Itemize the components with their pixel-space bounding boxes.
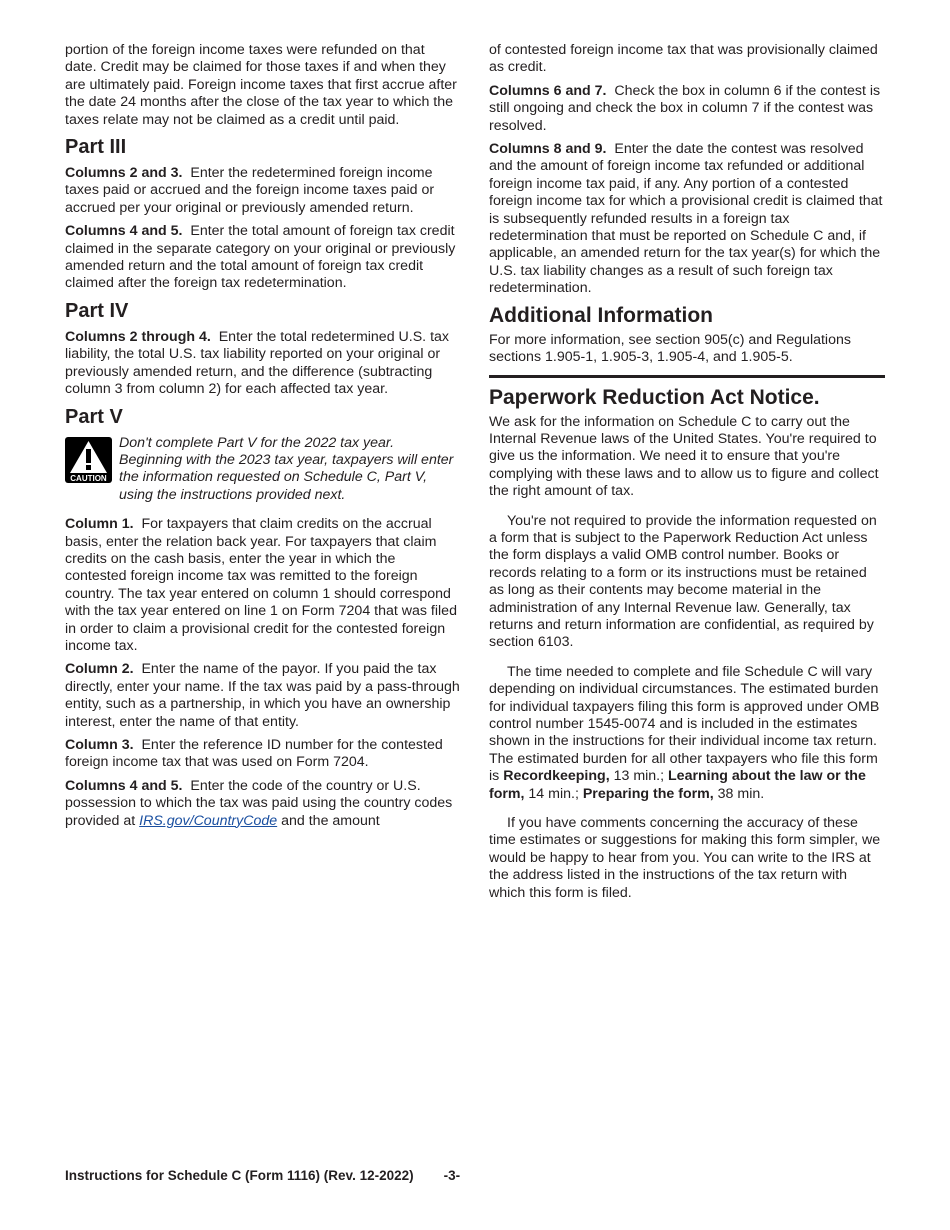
country-code-link[interactable]: IRS.gov/CountryCode [139,812,278,829]
right-intro-paragraph: of contested foreign income tax that was provisionally claimed as credit. [489,42,878,76]
caution-note [65,435,460,505]
right-column [489,42,885,908]
additional-information-heading: Additional Information [489,303,713,327]
part-iii-columns-4-5: Columns 4 and 5. Enter the total amount of foreign tax credit claimed in the separate category on your original or previously amended return and the total amount of foreign tax credit claimed after the foreign tax redetermination. [65,223,456,292]
paperwork-heading: Paperwork Reduction Act Notice. [489,385,820,409]
paperwork-paragraph-3: The time needed to complete and file Schedule C will vary depending on individual circumstances. The estimated burden for individual taxpayers filing this form is approved under OMB control number 1545-0074 and is included in the estimates shown in the instructions for their individual income tax return. The estimated burden for all other taxpayers who file this form is Recordkeeping, 13 min.; Learning about the law or the form, 14 min.; Preparing the form, 38 min. [489,663,880,802]
part-v-columns-4-5: Columns 4 and 5. Enter the code of the country or U.S. possession to which the tax was paid using the country codes provided at IRS.gov/CountryCode and the amount [65,777,453,829]
part-v-heading: Part V [65,405,123,428]
intro-paragraph: portion of the foreign income taxes were refunded on that date. Credit may be claimed for those taxes if and when they are ultimately paid. Foreign income taxes that first accrue after the date 24 months after the close of the tax year to which the taxes relate may not be claimed as a credit until paid. [65,42,457,128]
part-iii-heading: Part III [65,136,127,159]
columns-8-9: Columns 8 and 9. Enter the date the contest was resolved and the amount of foreign income tax refunded or additional foreign income tax paid, if any. Any portion of a contested foreign income tax for which a provisional credit is claimed that is subsequently refunded results in a foreign tax redetermination that must be reported on Schedule C and, if applicable, an amended return for the tax year(s) for which the U.S. tax liability changes as a result of such foreign tax redetermination. [489,141,883,297]
page-number: -3- [443,1168,461,1183]
page-footer [65,1168,460,1183]
part-iv-columns-2-4: Columns 2 through 4. Enter the total redetermined U.S. tax liability, the total U.S. tax liability reported on your original or previously amended return, and the difference (subtracting column 3 from column 2) for each affected tax year. [65,328,449,398]
part-v-column-1: Column 1. For taxpayers that claim credits on the accrual basis, enter the relation back year. For taxpayers that claim credits on the cash basis, enter the year in which the contested foreign income tax was remitted to the foreign country. The tax year entered on column 1 should correspond with the tax year entered on line 1 on Form 7204 that was filed in order to claim a provisional credit for the contested foreign income tax. [65,516,457,654]
left-column [65,42,460,836]
caution-text: Don't complete Part V for the 2022 tax year. Beginning with the 2023 tax year, taxpayers will enter the information requested on Schedule C, Part V, using the instructions provided next. [119,434,454,503]
part-iii-columns-2-3: Columns 2 and 3. Enter the redetermined foreign income taxes paid or accrued and the foreign income taxes paid or accrued per your original or previously amended return. [65,165,435,216]
additional-information-text: For more information, see section 905(c) and Regulations sections 1.905-1, 1.905-3, 1.905-4, and 1.905-5. [489,331,851,366]
paperwork-paragraph-1: We ask for the information on Schedule C to carry out the Internal Revenue laws of the United States. You're required to give us the information. We need it to ensure that you're complying with these laws and to allow us to figure and collect the right amount of tax. [489,413,879,500]
paperwork-paragraph-2: You're not required to provide the information requested on a form that is subject to the Paperwork Reduction Act unless the form displays a valid OMB control number. Books or records relating to a form or its instructions must be retained as long as their contents may become material in the administration of any Internal Revenue law. Generally, tax returns and return information are confidential, as required by section 6103. [489,512,877,651]
part-iv-heading: Part IV [65,299,129,322]
footer-title: Instructions for Schedule C (Form 1116) (Rev. 12-2022) [65,1168,414,1183]
paperwork-paragraph-4: If you have comments concerning the accuracy of these time estimates or suggestions for making this form simpler, we would be happy to hear from you. You can write to the IRS at the address listed in the instructions of the tax return with which this form is filed. [489,815,881,901]
part-v-column-2: Column 2. Enter the name of the payor. If you paid the tax directly, enter your name. If the tax was paid by a pass-through entity, such as a partnership, in which you have an ownership interest, enter the name of that entity. [65,661,460,730]
part-v-column-3: Column 3. Enter the reference ID number for the contested foreign income tax that was used on Form 7204. [65,737,443,771]
section-divider [489,375,885,378]
svg-text:CAUTION: CAUTION [70,473,107,483]
columns-6-7: Columns 6 and 7. Check the box in column 6 if the contest is still ongoing and check the box in column 7 if the contest was resolved. [489,82,881,134]
caution-icon [65,437,112,483]
